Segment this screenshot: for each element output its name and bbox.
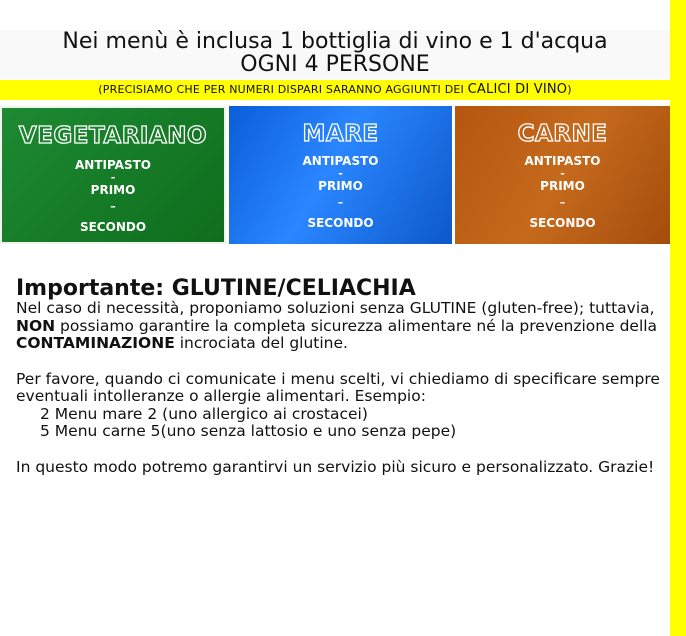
course-separator: - [338, 167, 343, 180]
course-primo: PRIMO [90, 183, 136, 197]
notice-prefix: (PRECISIAMO CHE PER NUMERI DISPARI SARANNO AGGIUNTI DEI [98, 83, 468, 96]
menu-title: MARE [302, 121, 379, 147]
gluten-text-non: NON [16, 316, 56, 335]
allergy-paragraph: Per favore, quando ci comunicate i menu scelti, vi chiediamo di specificare sempre eventuali intolleranze o allergie alimentari. Esempio: [16, 369, 660, 405]
important-heading: Importante: GLUTINE/CELIACHIA [16, 276, 416, 301]
course-antipasto: ANTIPASTO [75, 158, 151, 172]
gluten-text-e: incrociata del glutine. [174, 334, 348, 352]
course-separator: – [337, 196, 344, 209]
gluten-info-section [16, 278, 671, 476]
course-primo: PRIMO [318, 179, 363, 193]
course-secondo: SECONDO [79, 220, 147, 234]
notice-highlight: CALICI DI VINO [467, 82, 568, 97]
course-primo: PRIMO [540, 179, 585, 193]
gluten-paragraph [16, 300, 671, 353]
course-antipasto: ANTIPASTO [302, 154, 379, 168]
menu-title: CARNE [517, 121, 608, 147]
example-line-1: 2 Menu mare 2 (uno allergico ai crostacei) [40, 404, 368, 423]
closing-paragraph: In questo modo potremo garantirvi un servizio più sicuro e personalizzato. Grazie! [16, 457, 655, 476]
course-separator: – [110, 200, 116, 213]
course-secondo: SECONDO [307, 216, 374, 230]
gluten-text-contaminazione: CONTAMINAZIONE [16, 334, 175, 352]
odd-numbers-notice [0, 80, 670, 100]
banner-line-1: Nei menù è inclusa 1 bottiglia di vino e 1 d'acqua [62, 29, 608, 54]
banner-line-2: OGNI 4 PERSONE [240, 52, 430, 77]
course-separator: – [559, 196, 566, 209]
course-separator: - [110, 171, 116, 184]
course-antipasto: ANTIPASTO [524, 154, 601, 168]
menu-card-carne [455, 106, 670, 244]
menu-inclusion-banner [0, 30, 670, 78]
right-yellow-stripe [670, 0, 686, 636]
course-separator: - [560, 167, 565, 180]
gluten-text-a: Nel caso di necessità, proponiamo soluzioni senza GLUTINE (gluten-free); tuttavia, [16, 299, 655, 317]
notice-suffix: ) [567, 83, 572, 96]
menu-title: VEGETARIANO [18, 123, 208, 149]
menu-card-mare [229, 106, 452, 244]
gluten-text-c: possiamo garantire la completa sicurezza alimentare né la prevenzione della [55, 316, 658, 335]
menu-card-vegetariano [0, 106, 226, 244]
example-line-2: 5 Menu carne 5(uno senza lattosio e uno senza pepe) [40, 422, 457, 440]
course-secondo: SECONDO [529, 216, 596, 230]
